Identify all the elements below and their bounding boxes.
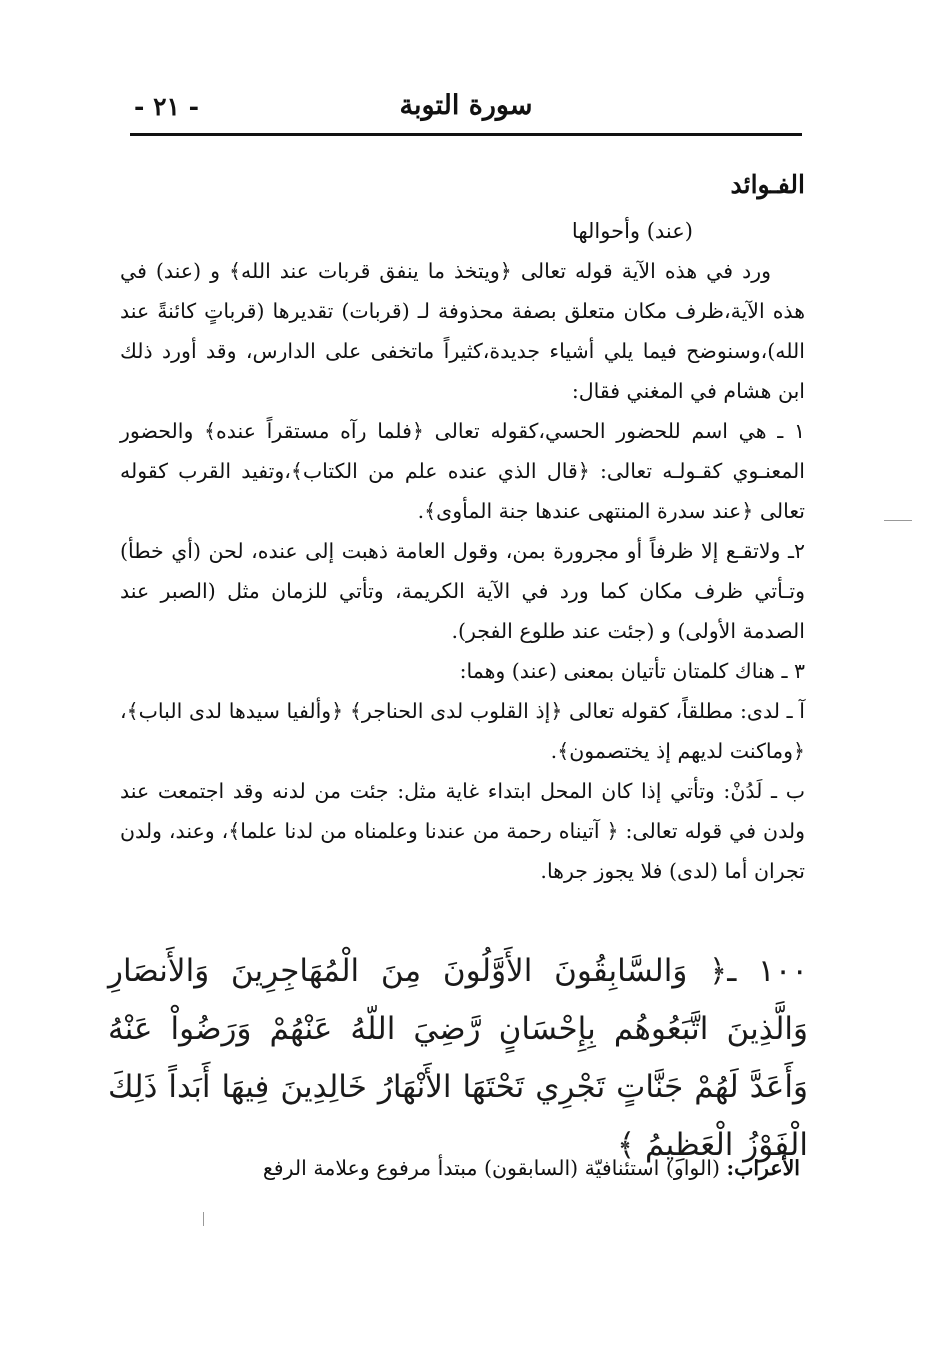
irab-line: [132, 1148, 800, 1188]
quran-verse: ١٠٠ ـ﴿ وَالسَّابِقُونَ الأَوَّلُونَ مِنَ الْمُهَاجِرِينَ وَالأَنصَارِ وَالَّذِينَ اتَّبَعُوهُم بِإِحْسَانٍ رَّضِيَ اللّهُ عَنْهُمْ وَرَضُواْ عَنْهُ وَأَعَدَّ لَهُمْ جَنَّاتٍ تَجْرِي تَحْتَهَا الأَنْهَارُ خَالِدِينَ فِيهَا أَبَداً ذَلِكَ الْفَوْزُ الْعَظِيمُ ﴾: [108, 953, 808, 1163]
section-title: الفـوائد: [730, 170, 805, 199]
irab-text: (الواو) استئنافيّة (السابقون) مبتدأ مرفوع وعلامة الرفع: [262, 1156, 720, 1180]
ladun-paragraph: ب ـ لَدُنْ: وتأتي إذا كان المحل ابتداء غاية مثل: جئت من لدنه وقد اجتمعت عند ولدن في قوله تعالى: ﴿ آتيناه رحمة من عندنا وعلمناه من لدنا علما﴾، وعند، ولدن تجران أما (لدى) فلا يجوز جرها.: [120, 779, 805, 883]
point-one-paragraph: ١ ـ هي اسم للحضور الحسي،كقوله تعالى ﴿فلما رآه مستقراً عنده﴾ والحضور المعنـوي كقـولـه تعالى: ﴿قال الذي عنده علم من الكتاب﴾،وتفيد القرب كقوله تعالى ﴿عند سدرة المنتهى عندها جنة المأوى﴾.: [120, 419, 805, 523]
header-rule: [130, 133, 802, 136]
page-header: [130, 88, 802, 134]
page-number: - ٢١ -: [134, 92, 200, 121]
ladaa-paragraph: آ ـ لدى: مطلقاً، كقوله تعالى ﴿إذ القلوب لدى الحناجر﴾ ﴿وألفيا سيدها لدى الباب﴾، ﴿وماكنت لديهم إذ يختصمون﴾.: [120, 699, 805, 763]
irab-label: الأعراب:: [726, 1156, 800, 1180]
point-three-paragraph: ٣ ـ هناك كلمتان تأتيان بمعنى (عند) وهما:: [459, 659, 805, 683]
scan-mark: [884, 520, 912, 521]
intro-paragraph: ورد في هذه الآية قوله تعالى ﴿ويتخذ ما ينفق قربات عند الله﴾ و (عند) في هذه الآية،ظرف مكان متعلق بصفة محذوفة لـ (قربات) تقديرها (قرباتٍ كائنةً عند الله)،وسنوضح فيما يلي أشياء جديدة،كثيراً ماتخفى على الدارس، وقد أورد ذلك ابن هشام في المغني فقال:: [120, 259, 805, 403]
point-two-paragraph: ٢ـ ولاتقـع إلا ظرفاً أو مجرورة بمن، وقول العامة ذهبت إلى عنده، لحن (أي خطأ) وتـأتي ظرف مكان كما ورد في الآية الكريمة، وتأتي للزمان مثل (الصبر عند الصدمة الأولى) و (جئت عند طلوع الفجر).: [120, 539, 805, 643]
surah-title: سورة التوبة: [399, 90, 533, 121]
scan-mark: [203, 1212, 204, 1226]
section-subtitle: (عند) وأحوالها: [571, 219, 693, 243]
main-content: [120, 165, 805, 891]
